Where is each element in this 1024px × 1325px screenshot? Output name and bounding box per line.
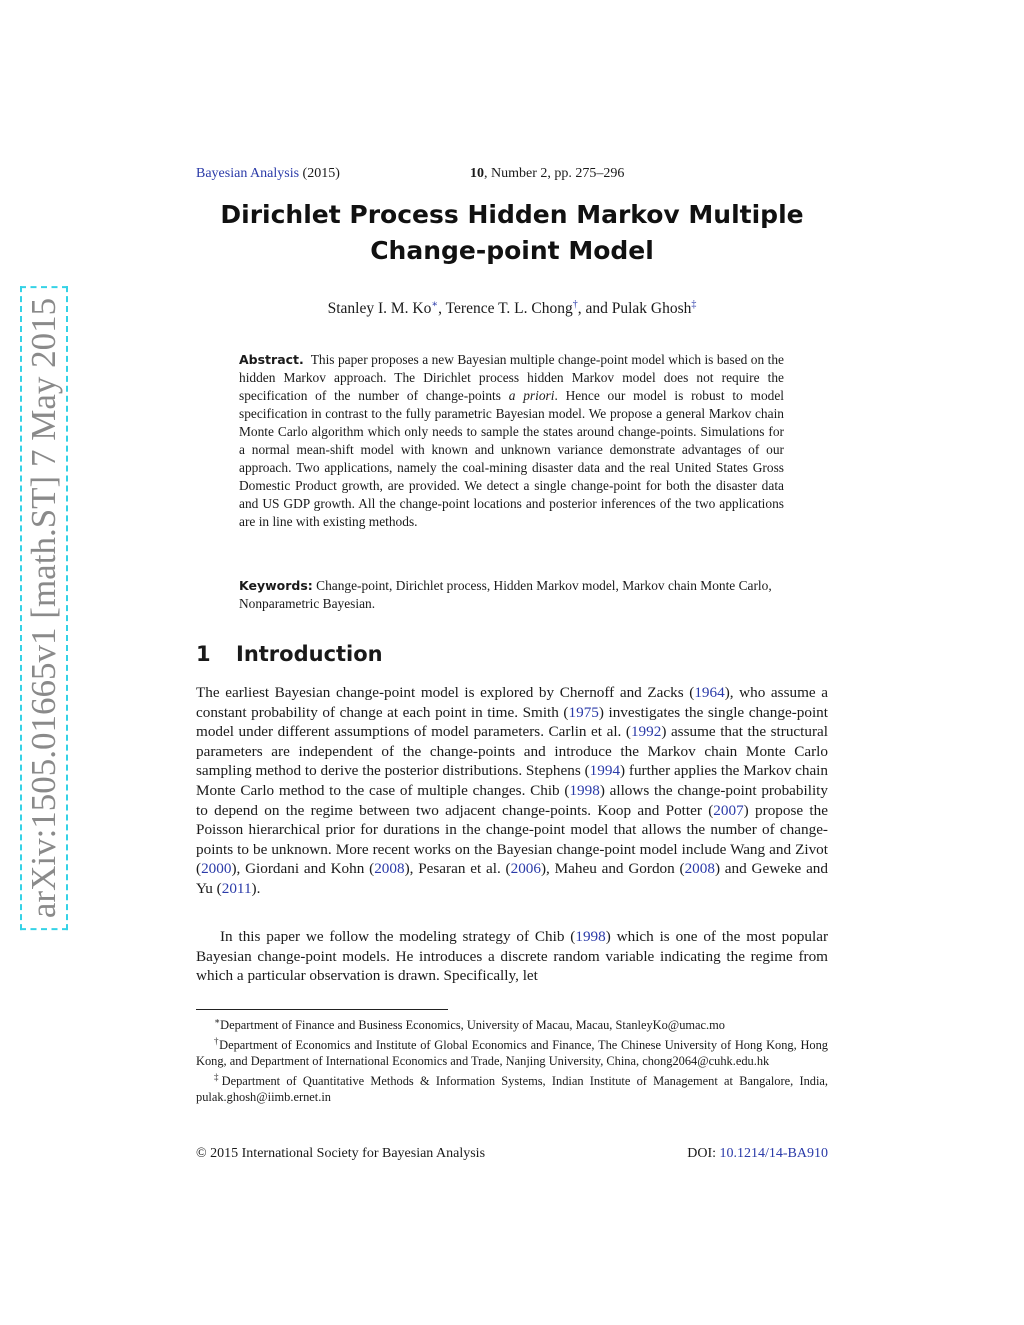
text-run: The earliest Bayesian change-point model is explored by Chernoff and Zacks ( <box>196 684 695 701</box>
text-run: ). <box>251 879 261 897</box>
journal-link[interactable]: Bayesian Analysis <box>196 166 300 181</box>
abstract-text-emph: a priori <box>508 388 555 403</box>
abstract-label: Abstract. <box>239 352 304 367</box>
text-run: ), Giordani and Kohn ( <box>231 860 375 878</box>
author-separator-2: , and <box>577 300 612 318</box>
title-line-2: Change-point Model <box>370 236 654 265</box>
author-2: Terence T. L. Chong <box>445 300 573 318</box>
author-3-footnote-mark[interactable]: ‡ <box>691 299 697 310</box>
text-run: ), Maheu and Gordon ( <box>540 860 685 878</box>
section-heading <box>196 642 383 666</box>
volume-number: 10 <box>470 166 484 181</box>
footnote-1-text: Department of Finance and Business Economics, University of Macau, Macau, StanleyKo@umac.mo <box>220 1018 725 1033</box>
author-2-footnote-mark[interactable]: † <box>572 299 578 310</box>
citation-link[interactable]: 2011 <box>221 879 252 897</box>
text-run: ) allows the change-point probability to depend on the regime between two adjacent change-points. Koop and Potter ( <box>196 781 828 819</box>
doi-label: DOI: <box>687 1146 720 1161</box>
citation-link[interactable]: 1975 <box>568 703 599 721</box>
citation-link[interactable]: 1964 <box>694 684 725 701</box>
citation-link[interactable]: 2000 <box>201 860 232 878</box>
journal-year: (2015) <box>302 166 340 181</box>
citation-link[interactable]: 2007 <box>713 801 744 819</box>
citation-link[interactable]: 2006 <box>510 860 541 878</box>
footnote-3 <box>196 1069 828 1105</box>
footnote-1 <box>196 1013 828 1033</box>
footnote-3-mark: ‡ <box>214 1072 222 1083</box>
abstract-block <box>239 351 784 531</box>
copyright-notice: © 2015 International Society for Bayesian Analysis <box>196 1146 486 1161</box>
issue-pages: , Number 2, pp. 275–296 <box>484 166 625 181</box>
text-run: ) assume that the structural parameters are independent of the change-points and introduce the Markov chain Monte Carlo sampling method to derive the posterior distributions. Stephens ( <box>196 723 828 780</box>
title-line-1: Dirichlet Process Hidden Markov Multiple <box>220 200 804 229</box>
doi-line <box>687 1146 828 1162</box>
paper-title <box>196 197 828 269</box>
volume-info <box>470 166 624 182</box>
section-number: 1 <box>196 642 211 666</box>
text-run: ) investigates the single change-point model under different assumptions of model parameters. Carlin et al. ( <box>196 703 828 741</box>
keywords-label: Keywords: <box>239 578 313 593</box>
footnote-divider <box>196 1009 448 1010</box>
abstract-text-2: . Hence our model is robust to model specification in contrast to the fully parametric Bayesian model. We propose a general Markov chain Monte Carlo algorithm which only needs to sample the states around change-points. Simulations for a normal mean-shift model with known and unknown variance demonstrate advantages of our approach. Two applications, namely the coal-mining disaster data and the real United States Gross Domestic Product growth, are provided. We detect a single change-point for both the disaster data and US GDP growth. All the change-point locations and posterior inferences of the two applications are in line with existing methods. <box>239 388 784 529</box>
footnote-2 <box>196 1033 828 1069</box>
arxiv-identifier-stamp: arXiv:1505.01665v1 [math.ST] 7 May 2015 <box>20 286 68 930</box>
text-run: ), who assume a constant probability of change at each point in time. Smith ( <box>196 684 828 721</box>
footnotes <box>196 1013 828 1105</box>
text-run: ) and Geweke and Yu ( <box>196 860 828 897</box>
citation-link[interactable]: 1998 <box>575 928 606 945</box>
footnote-2-mark: † <box>214 1036 220 1047</box>
keywords-block <box>239 577 784 613</box>
doi-link[interactable]: 10.1214/14-BA910 <box>719 1146 828 1161</box>
section-title: Introduction <box>236 642 383 666</box>
text-run: ), Pesaran et al. ( <box>404 860 511 878</box>
author-1-footnote-mark[interactable]: ∗ <box>431 299 439 310</box>
text-run: ) propose the Poisson hierarchical prior for durations in the change-point model that allows the number of change-points to be unknown. More recent works on the Bayesian change-point model include Wang and Zivot ( <box>196 801 828 878</box>
intro-paragraph-1 <box>196 683 828 899</box>
abstract-text-1: This paper proposes a new Bayesian multiple change-point model which is based on the hidden Markov approach. The Dirichlet process hidden Markov model does not require the specification of the number of change-points <box>239 352 785 403</box>
citation-link[interactable]: 2008 <box>374 860 405 878</box>
keywords-text: Change-point, Dirichlet process, Hidden Markov model, Markov chain Monte Carlo, Nonparametric Bayesian. <box>239 578 772 611</box>
footnote-1-mark: ∗ <box>214 1016 221 1026</box>
citation-link[interactable]: 1994 <box>589 762 621 780</box>
footnote-2-text: Department of Economics and Institute of Global Economics and Finance, The Chinese University of Hong Kong, Hong Kong, and Department of International Economics and Trade, Nanjing University, China, chong2064@cuhk.edu.hk <box>196 1038 829 1069</box>
citation-link[interactable]: 1992 <box>630 723 662 741</box>
footnote-3-text: Department of Quantitative Methods & Information Systems, Indian Institute of Management at Bangalore, India, pulak.ghosh@iimb.ernet.in <box>196 1074 829 1105</box>
intro-paragraph-2 <box>196 927 828 986</box>
journal-header <box>196 166 828 182</box>
text-run: ) further applies the Markov chain Monte Carlo method to the case of multiple changes. Chib ( <box>196 762 828 799</box>
text-run: ) which is one of the most popular Bayesian change-point models. He introduces a discrete random variable indicating the regime from which a particular observation is drawn. Specifically, let <box>196 928 828 985</box>
author-separator-1: , <box>438 300 446 318</box>
author-3: Pulak Ghosh <box>611 300 692 318</box>
text-run: In this paper we follow the modeling strategy of Chib ( <box>220 928 576 945</box>
author-list <box>196 299 828 318</box>
author-1: Stanley I. M. Ko <box>327 300 432 318</box>
citation-link[interactable]: 1998 <box>569 781 600 799</box>
citation-link[interactable]: 2008 <box>684 860 715 878</box>
